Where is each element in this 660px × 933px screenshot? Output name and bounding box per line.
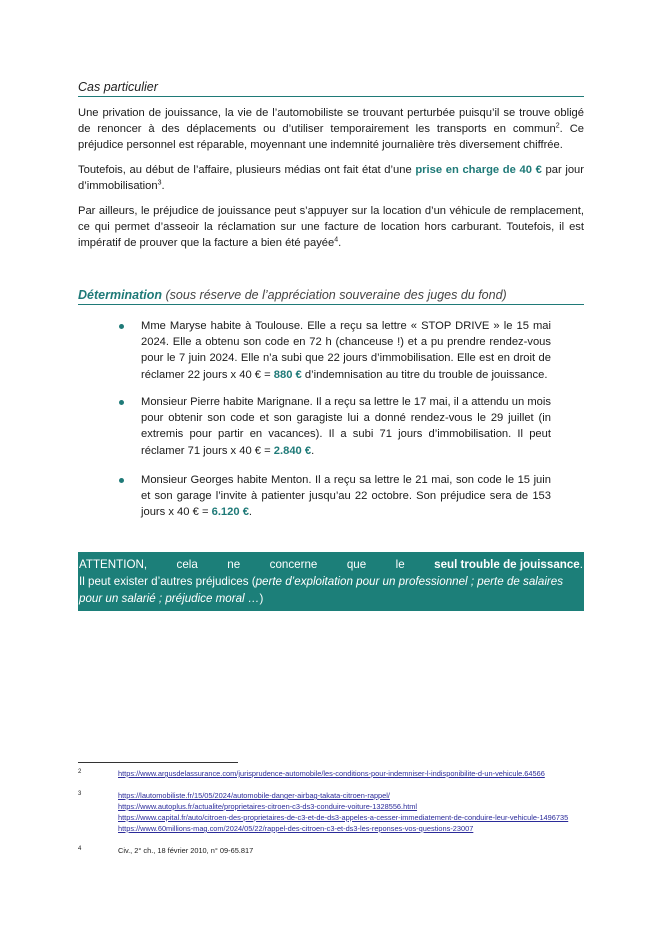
footnote-link[interactable]: https://www.60millions-mag.com/2024/05/22/rappel-des-citroen-c3-et-ds3-les-reponses-vos-questions-23007 [118, 824, 474, 833]
list-item-text: Monsieur Pierre habite Marignane. Il a reçu sa lettre le 17 mai, il a attendu un mois pour obtenir son code et son garagiste lui a donné rendez-vous le 29 juillet (in extremis pour partir en vacances). Il a subi 71 jours d’immobilisation. Il peut réclamer 71 jours x 40 € = [141, 396, 551, 457]
paragraph-text: Toutefois, au début de l’affaire, plusieurs médias ont fait état d’une [78, 164, 416, 176]
footnote-link[interactable]: https://www.capital.fr/auto/citroen-des-proprietaires-de-c3-et-de-ds3-appeles-a-cesser-immediatement-de-conduire-leur-vehicule-1496735 [118, 813, 569, 822]
callout-word: ATTENTION, [79, 558, 148, 571]
paragraph-end: . [161, 180, 165, 193]
callout-bold-group [434, 556, 583, 573]
footnote-ref-4[interactable]: 4 [334, 236, 339, 244]
list-item-tail: . [311, 444, 315, 457]
amount-highlight: 6.120 € [211, 506, 249, 519]
bullet-icon [119, 324, 124, 329]
footnote-4 [78, 845, 578, 856]
footnote-ref-2[interactable]: 2 [555, 122, 560, 130]
highlight-prise-en-charge: prise en charge de 40 € [415, 164, 542, 176]
paragraph-medias [78, 162, 584, 194]
callout-end: . [579, 558, 583, 571]
section-title: Cas particulier [78, 80, 158, 94]
section-title-sub: (sous réserve de l’appréciation souveraine des juges du fond) [162, 288, 507, 302]
footnote-number: 2 [78, 769, 82, 775]
bullet-icon [119, 400, 124, 405]
paragraph-text-tail: . Ce préjudice personnel est réparable, moyennant une indemnité journalière très diversement chiffrée. [78, 123, 584, 152]
section-title-accent: Détermination [78, 288, 163, 302]
footnote-number: 4 [78, 846, 82, 852]
footnote-body [118, 790, 578, 834]
bullet-icon [119, 478, 124, 483]
list-item-georges [141, 472, 551, 521]
footnote-body [118, 768, 578, 779]
list-item-tail: d’indemnisation au titre du trouble de jouissance. [301, 368, 548, 381]
paragraph-location [78, 203, 584, 252]
list-item-text: Monsieur Georges habite Menton. Il a reçu sa lettre le 21 mai, son code le 15 juin et son garage l’invite à patienter jusqu’au 22 octobre. Son préjudice sera de 153 jours x 40 € = [141, 474, 551, 519]
callout-text: Il peut exister d’autres préjudices ( [79, 575, 256, 588]
footnote-separator [78, 762, 238, 763]
callout-word: que [346, 558, 367, 571]
callout-line-2 [79, 573, 583, 607]
callout-italic: perte d’exploitation pour un professionnel ; perte de salaires pour un salarié ; préjudice moral … [79, 575, 564, 605]
paragraph-privation [78, 105, 584, 154]
paragraph-text: Une privation de jouissance, la vie de l’automobiliste se trouvant perturbée puisqu’il se trouve obligé de renoncer à des déplacements ou d’utiliser temporairement les transports en commun [78, 107, 584, 136]
footnote-number: 3 [78, 791, 82, 797]
callout-text-post: ) [259, 592, 264, 605]
list-item-maryse [141, 318, 551, 383]
footnote-link[interactable]: https://www.autoplus.fr/actualite/proprietaires-citroen-c3-ds3-conduire-voiture-1328556.html [118, 802, 418, 811]
callout-line-1 [79, 556, 583, 573]
list-item-text: Mme Maryse habite à Toulouse. Elle a reçu sa lettre « STOP DRIVE » le 15 mai 2024. Elle a obtenu son code en 72 h (chanceuse !) et a pu prendre rendez-vous pour le 7 juin 2024. Elle n’a subi que 22 jours d’immobilisation. Elle est en droit de réclamer 22 jours x 40 € = [141, 320, 551, 381]
paragraph-end: . [338, 237, 342, 250]
footnote-ref-3[interactable]: 3 [157, 179, 162, 187]
footnote-link[interactable]: https://lautomobiliste.fr/15/05/2024/automobile-danger-airbag-takata-citroen-rappel/ [118, 791, 390, 800]
paragraph-text-post: par jour d’immobilisation [78, 164, 585, 193]
amount-highlight: 880 € [273, 368, 302, 381]
footnote-link[interactable]: https://www.argusdelassurance.com/jurisprudence-automobile/les-conditions-pour-indemniser-l-indisponibilite-d-un-vehicule.64566 [118, 769, 545, 778]
callout-word: cela [176, 558, 198, 571]
footnote-body: Civ., 2° ch., 18 février 2010, n° 09-65.817 [118, 846, 254, 855]
footnote-3 [78, 790, 578, 834]
callout-word: concerne [269, 558, 318, 571]
list-item-pierre [141, 394, 551, 459]
callout-word: ne [227, 558, 241, 571]
amount-highlight: 2.840 € [273, 444, 312, 457]
footnote-2 [78, 768, 578, 779]
attention-callout [78, 552, 584, 611]
paragraph-text: Par ailleurs, le préjudice de jouissance peut s’appuyer sur la location d’un véhicule de remplacement, ce qui permet d’asseoir la réclamation sur une facture de location hors carburant. Toutefois, il est impératif de prouver que la facture a bien été payée [78, 205, 584, 250]
section-heading-determination [78, 288, 584, 305]
callout-bold: seul trouble de jouissance [434, 558, 580, 571]
callout-word: le [395, 558, 405, 571]
section-heading-cas-particulier [78, 80, 584, 97]
list-item-tail: . [248, 506, 253, 519]
